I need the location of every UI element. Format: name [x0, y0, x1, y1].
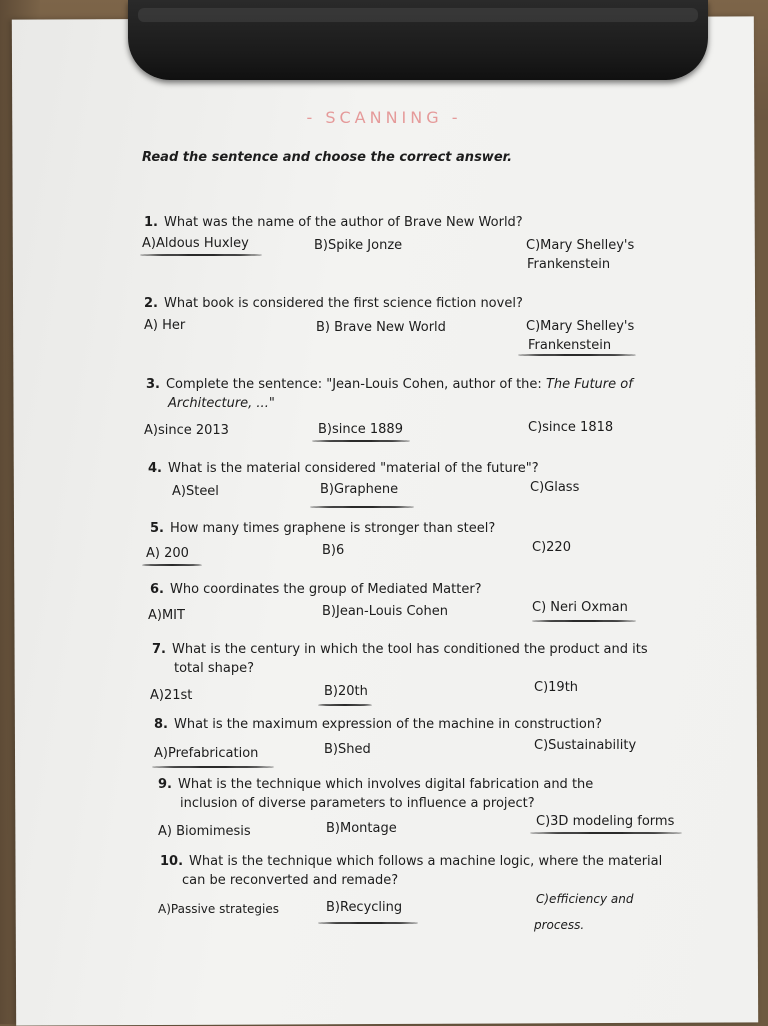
question-10: 10. What is the technique which follows a machine logic, where the material can be reconverted and remade?: [160, 854, 663, 888]
option-2-a: A) Her: [144, 318, 186, 333]
question-4: 4. What is the material considered "material of the future"?: [148, 461, 539, 476]
option-3-a: A)since 2013: [144, 423, 229, 438]
option-3-b: B)since 1889: [318, 422, 403, 437]
option-1-b: B)Spike Jonze: [314, 238, 403, 253]
answer-underline-4: [310, 506, 414, 508]
option-10-c-line2: process.: [534, 918, 585, 932]
option-8-a: A)Prefabrication: [154, 746, 259, 761]
question-1: 1. What was the name of the author of Brave New World?: [144, 215, 523, 230]
answer-underline-5: [142, 564, 202, 566]
instruction-text: Read the sentence and choose the correct answer.: [142, 150, 513, 165]
question-7: 7. What is the century in which the tool has conditioned the product and its total shape?: [152, 642, 648, 676]
question-8: 8. What is the maximum expression of the machine in construction?: [154, 717, 603, 732]
question-2: 2. What book is considered the first science fiction novel?: [144, 296, 523, 311]
option-7-b: B)20th: [324, 684, 368, 699]
option-2-c-line2: Frankenstein: [528, 338, 612, 353]
option-10-a: A)Passive strategies: [158, 902, 279, 916]
answer-underline-2: [518, 354, 636, 356]
option-9-c: C)3D modeling forms: [536, 814, 675, 829]
option-8-c: C)Sustainability: [534, 738, 637, 753]
option-6-b: B)Jean-Louis Cohen: [322, 604, 448, 619]
answer-underline-3: [312, 440, 410, 442]
answer-underline-9: [530, 832, 682, 834]
option-3-c: C)since 1818: [528, 420, 614, 435]
option-1-c-line2: Frankenstein: [527, 257, 611, 272]
answer-underline-7: [318, 704, 372, 706]
question-5: 5. How many times graphene is stronger than steel?: [150, 521, 496, 536]
worksheet-title: - SCANNING -: [306, 108, 462, 127]
option-4-c: C)Glass: [530, 480, 580, 495]
option-5-c: C)220: [532, 540, 571, 555]
clipboard-clip: [128, 0, 708, 80]
option-1-c: C)Mary Shelley's: [526, 238, 635, 253]
option-10-c: C)efficiency and: [536, 892, 634, 906]
question-9: 9. What is the technique which involves digital fabrication and the inclusion of diverse parameters to influence a project?: [158, 777, 594, 811]
option-1-a: A)Aldous Huxley: [142, 236, 249, 251]
option-4-b: B)Graphene: [320, 482, 399, 497]
option-6-c: C) Neri Oxman: [532, 600, 628, 615]
option-7-a: A)21st: [150, 688, 193, 703]
option-4-a: A)Steel: [172, 484, 219, 499]
option-10-b: B)Recycling: [326, 900, 403, 915]
option-5-a: A) 200: [146, 546, 189, 561]
answer-underline-8: [152, 766, 274, 768]
option-9-b: B)Montage: [326, 821, 397, 836]
question-6: 6. Who coordinates the group of Mediated Matter?: [150, 582, 482, 597]
option-2-b: B) Brave New World: [316, 320, 446, 335]
answer-underline-1: [140, 254, 262, 256]
option-6-a: A)MIT: [148, 608, 185, 623]
answer-underline-6: [532, 620, 636, 622]
option-2-c: C)Mary Shelley's: [526, 319, 635, 334]
answer-underline-10: [318, 922, 418, 924]
question-3: 3. Complete the sentence: "Jean-Louis Cohen, author of the: The Future of Architecture, ...": [146, 377, 633, 411]
option-5-b: B)6: [322, 543, 345, 558]
option-8-b: B)Shed: [324, 742, 371, 757]
option-9-a: A) Biomimesis: [158, 824, 251, 839]
option-7-c: C)19th: [534, 680, 579, 695]
